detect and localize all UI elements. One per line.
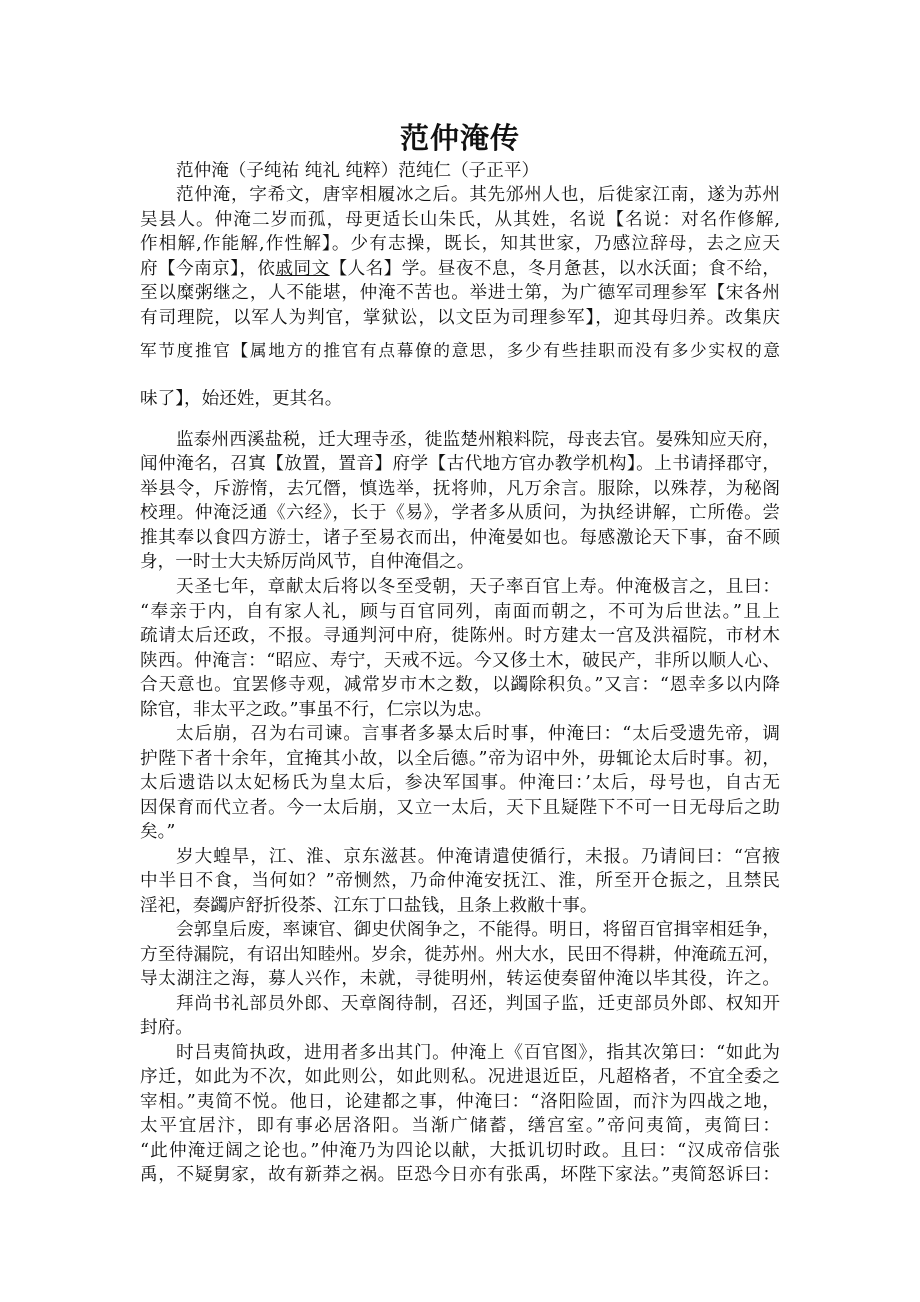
text-line: 范仲淹，字希文，唐宰相履冰之后。其先邠州人也，后徙家江南，遂为苏州: [176, 185, 780, 205]
text-line: 封府。: [140, 1018, 193, 1038]
text-line: 校理。仲淹泛通《六经》，长于《易》，学者多从质问，为执经讲解，亡所倦。尝: [140, 503, 780, 523]
text-line: 闻仲淹名，召寘【放置，置音】府学【古代地方官办教学机构】。上书请择郡守，: [140, 454, 780, 474]
text-line: 护陛下者十余年，宜掩其小故，以全后德。”帝为诏中外，毋辄论太后时事。初，: [140, 749, 780, 769]
text-line: 会郭皇后废，率谏官、御史伏阁争之，不能得。明日，将留百官揖宰相廷争，: [176, 920, 780, 940]
text-line: 除官，非太平之政。”事虽不行，仁宗以为忠。: [140, 700, 493, 720]
text-line: 军节度推官【属地方的推官有点幕僚的意思，多少有些挂职而没有多少实权的意: [140, 341, 780, 360]
text-line: 范仲淹（子纯祐 纯礼 纯粹）范纯仁（子正平）: [176, 161, 540, 181]
text-line: 宰相。”夷简不悦。他日，论建都之事，仲淹曰：“洛阳险固，而汴为四战之地，: [140, 1092, 780, 1112]
text-line: 至以糜粥继之，人不能堪，仲淹不苦也。举进士第，为广德军司理参军【宋各州: [140, 283, 780, 303]
text-line: 因保育而代立者。今一太后崩，又立一太后，天下且疑陛下不可一日无母后之助: [140, 798, 780, 818]
text-line: 矣。”: [140, 822, 176, 842]
text-line: 味了】，始还姓，更其名。: [140, 389, 343, 409]
text-line: 合天意也。宜罢修寺观，减常岁市木之数，以蠲除积负。”又言：“恩幸多以内降: [140, 675, 780, 695]
underlined-name: 戚同文: [275, 259, 330, 279]
text-line: 监泰州西溪盐税，迁大理寺丞，徙监楚州粮料院，母丧去官。晏殊知应天府，: [176, 430, 780, 450]
text-line: 禹，不疑舅家，故有新莽之祸。臣恐今日亦有张禹，坏陛下家法。”夷简怒诉曰：: [140, 1165, 780, 1185]
text-line: 作相解,作能解,作性解】。少有志操，既长，知其世家，乃感泣辞母，去之应天: [140, 234, 780, 254]
text-line: 淫祀，奏蠲庐舒折役茶、江东丁口盐钱，且条上救敝十事。: [140, 896, 598, 916]
text-line: 陕西。仲淹言：“昭应、寿宁，天戒不远。今又侈土木，破民产，非所以顺人心、: [140, 651, 780, 671]
text-line: 疏请太后还政，不报。寻通判河中府，徙陈州。时方建太一宫及洪福院，市材木: [140, 626, 780, 646]
text-line: 太后崩，召为右司谏。言事者多暴太后时事，仲淹曰：“太后受遗先帝，调: [176, 724, 780, 744]
text-line: 导太湖注之海，募人兴作，未就，寻徙明州，转运使奏留仲淹以毕其役，许之。: [140, 969, 780, 989]
text-line: 身，一时士大夫矫厉尚风节，自仲淹倡之。: [140, 552, 475, 572]
text-line: 太后遗诰以太妃杨氏为皇太后，参决军国事。仲淹曰：’太后，母号也，自古无: [140, 773, 780, 793]
text-line: 府【今南京】，依戚同文【人名】学。昼夜不息，冬月惫甚，以水沃面；食不给，: [140, 259, 780, 279]
page-title: 范仲淹传: [399, 121, 520, 155]
text-line: 推其奉以食四方游士，诸子至易衣而出，仲淹晏如也。每感激论天下事，奋不顾: [140, 528, 780, 548]
text-line: 方至待漏院，有诏出知睦州。岁余，徙苏州。州大水，民田不得耕，仲淹疏五河，: [140, 945, 780, 965]
text-line: “此仲淹迂阔之论也。”仲淹乃为四论以献，大抵讥切时政。且曰：“汉成帝信张: [140, 1141, 780, 1161]
text-line: “奉亲于内，自有家人礼，顾与百官同列，南面而朝之，不可为后世法。”且上: [140, 602, 780, 622]
text-line: 举县令，斥游惰，去冗僭，慎选举，抚将帅，凡万余言。服除，以殊荐，为秘阁: [140, 479, 780, 499]
text-line: 时吕夷简执政，进用者多出其门。仲淹上《百官图》，指其次第曰：“如此为: [176, 1043, 780, 1063]
text-line: 拜尚书礼部员外郎、天章阁待制，召还，判国子监，迁吏部员外郎、权知开: [176, 994, 780, 1014]
text-line: 岁大蝗旱，江、淮、京东滋甚。仲淹请遣使循行，未报。乃请间曰：“宫掖: [176, 847, 780, 867]
text-line: 天圣七年，章献太后将以冬至受朝，天子率百官上寿。仲淹极言之，且曰：: [176, 577, 780, 597]
text-line: 中半日不食，当何如？”帝恻然，乃命仲淹安抚江、淮，所至开仓振之，且禁民: [140, 871, 780, 891]
text-line: 吴县人。仲淹二岁而孤，母更适长山朱氏，从其姓，名说【名说：对名作修解,: [140, 210, 780, 230]
text-line: 有司理院，以军人为判官，掌狱讼，以文臣为司理参军】，迎其母归养。改集庆: [140, 308, 780, 328]
text-line: 序迁，如此为不次，如此则公，如此则私。况进退近臣，凡超格者，不宜全委之: [140, 1067, 780, 1087]
text-line: 太平宜居汴，即有事必居洛阳。当渐广储蓄，缮宫室。”帝问夷简，夷简曰：: [140, 1116, 780, 1136]
